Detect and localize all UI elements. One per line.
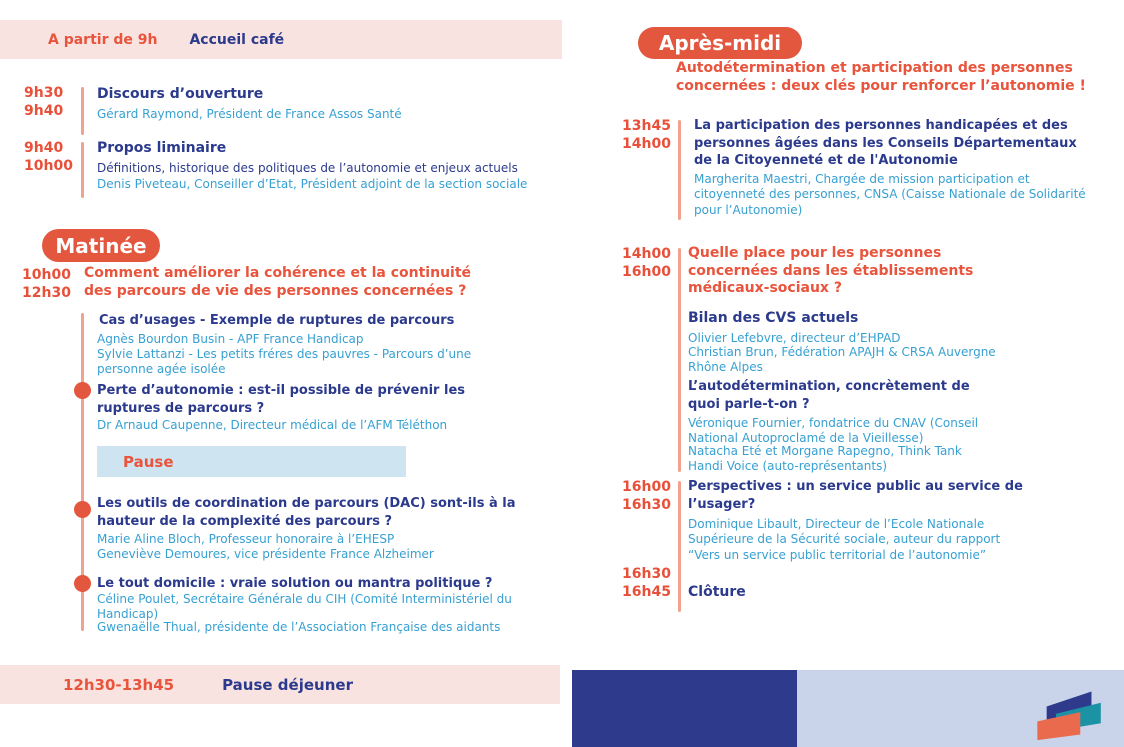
- lunch-time-label: 12h30-13h45: [63, 675, 175, 694]
- perspectives-time-start: 16h00: [622, 479, 671, 495]
- participation-rule: [678, 120, 681, 220]
- opening-time-start: 9h30: [24, 85, 64, 101]
- domicile-speaker-1: Céline Poulet, Secrétaire Générale du CIH (Comité Interministériel du Handicap): [97, 592, 512, 622]
- domicile-title: Le tout domicile : vraie solution ou mantra politique ?: [97, 576, 493, 591]
- morning-session-title: Comment améliorer la cohérence et la continuité des parcours de vie des personnes concernées ?: [84, 265, 472, 299]
- afternoon-subtitle: Autodétermination et participation des personnes concernées : deux clés pour renforcer l’autonomie !: [676, 60, 1086, 94]
- cloture-time: [622, 566, 671, 601]
- participation-time-end: 14h00: [622, 135, 671, 152]
- morning-welcome-banner: [0, 20, 562, 59]
- place-time: [622, 246, 671, 281]
- place-time-start: 14h00: [622, 246, 671, 262]
- pause-label: Pause: [123, 452, 174, 471]
- morning-session-time-start: 10h00: [22, 267, 71, 283]
- bullet-dot-perte: [74, 382, 91, 399]
- cas-speaker-1: Agnès Bourdon Busin - APF France Handicap: [97, 332, 364, 346]
- bullet-dot-outils: [74, 501, 91, 518]
- participation-speaker: Margherita Maestri, Chargée de mission participation et citoyenneté des personnes, CNSA (Caisse Nationale de Solidarité pour l’Autonomie): [694, 172, 1086, 217]
- pause-banner: [97, 446, 406, 477]
- place-rule: [678, 248, 681, 472]
- outils-title: Les outils de coordination de parcours (DAC) sont-ils à la hauteur de la complexité des parcours ?: [97, 496, 516, 529]
- bilan-speaker-2: Christian Brun, Fédération APAJH & CRSA Auvergne Rhône Alpes: [688, 345, 996, 375]
- opening-speaker: Gérard Raymond, Président de France Assos Santé: [97, 107, 402, 121]
- perspectives-speaker: Dominique Libault, Directeur de l’Ecole Nationale Supérieure de la Sécurité sociale, auteur du rapport “Vers un service public territorial de l’autonomie”: [688, 517, 1001, 562]
- cas-speaker-2: Sylvie Lattanzi - Les petits fréres des pauvres - Parcours d’une personne agée isolée: [97, 347, 472, 377]
- liminaire-time: [24, 140, 73, 175]
- liminaire-time-start: 9h40: [24, 140, 64, 156]
- autodetermination-speaker-1: Véronique Fournier, fondatrice du CNAV (Conseil National Autoproclamé de la Vieillesse): [688, 416, 979, 446]
- place-time-end: 16h00: [622, 263, 671, 280]
- lunch-label: Pause déjeuner: [222, 675, 353, 694]
- morning-session-time-end: 12h30: [22, 284, 71, 301]
- welcome-label: Accueil café: [189, 31, 285, 48]
- perte-title: Perte d’autonomie : est-il possible de prévenir les ruptures de parcours ?: [97, 383, 465, 416]
- triple-flag-logo-icon: [1028, 682, 1112, 744]
- opening-time: [24, 85, 63, 120]
- participation-title: La participation des personnes handicapées et des personnes âgées dans les Conseils Départementaux de la Citoyenneté et de l'Autonomie: [694, 118, 1077, 169]
- lunch-banner: [0, 665, 560, 704]
- afternoon-badge: Après-midi: [638, 27, 802, 59]
- bilan-title: Bilan des CVS actuels: [688, 310, 859, 326]
- participation-time: [622, 118, 671, 153]
- autodetermination-title: L’autodétermination, concrètement de quoi parle-t-on ?: [688, 379, 970, 412]
- footer-navy-block: [572, 670, 797, 747]
- cloture-title: Clôture: [688, 584, 746, 600]
- perspectives-rule: [678, 481, 681, 612]
- liminaire-desc: Définitions, historique des politiques de l’autonomie et enjeux actuels: [97, 161, 518, 175]
- place-title: Quelle place pour les personnes concernées dans les établissements médicaux-sociaux ?: [688, 245, 974, 296]
- cas-title: Cas d’usages - Exemple de ruptures de parcours: [99, 313, 455, 328]
- bullet-dot-domicile: [74, 575, 91, 592]
- participation-time-start: 13h45: [622, 118, 671, 134]
- liminaire-time-end: 10h00: [24, 157, 73, 174]
- footer-light-block: [797, 670, 1124, 747]
- outils-speaker-1: Marie Aline Bloch, Professeur honoraire à l’EHESP: [97, 532, 395, 546]
- cloture-time-start: 16h30: [622, 566, 671, 582]
- morning-badge: Matinée: [42, 229, 160, 262]
- opening-rule: [81, 87, 84, 135]
- autodetermination-speaker-2: Natacha Eté et Morgane Rapegno, Think Tank Handi Voice (auto-représentants): [688, 444, 962, 474]
- welcome-time-label: A partir de 9h: [48, 31, 158, 48]
- outils-speaker-2: Geneviève Demoures, vice présidente France Alzheimer: [97, 547, 434, 561]
- perspectives-time-end: 16h30: [622, 496, 671, 513]
- liminaire-rule: [81, 142, 84, 198]
- perspectives-time: [622, 479, 671, 514]
- bilan-speaker-1: Olivier Lefebvre, directeur d’EHPAD: [688, 331, 901, 345]
- perspectives-title: Perspectives : un service public au service de l’usager?: [688, 479, 1023, 512]
- liminaire-speaker: Denis Piveteau, Conseiller d’Etat, Président adjoint de la section sociale: [97, 177, 528, 191]
- opening-time-end: 9h40: [24, 102, 64, 119]
- liminaire-title: Propos liminaire: [97, 140, 227, 156]
- cloture-time-end: 16h45: [622, 583, 671, 600]
- opening-title: Discours d’ouverture: [97, 86, 264, 102]
- morning-session-time: [22, 267, 71, 302]
- domicile-speaker-2: Gwenaëlle Thual, présidente de l’Association Française des aidants: [97, 620, 501, 634]
- perte-speaker: Dr Arnaud Caupenne, Directeur médical de l’AFM Téléthon: [97, 418, 448, 432]
